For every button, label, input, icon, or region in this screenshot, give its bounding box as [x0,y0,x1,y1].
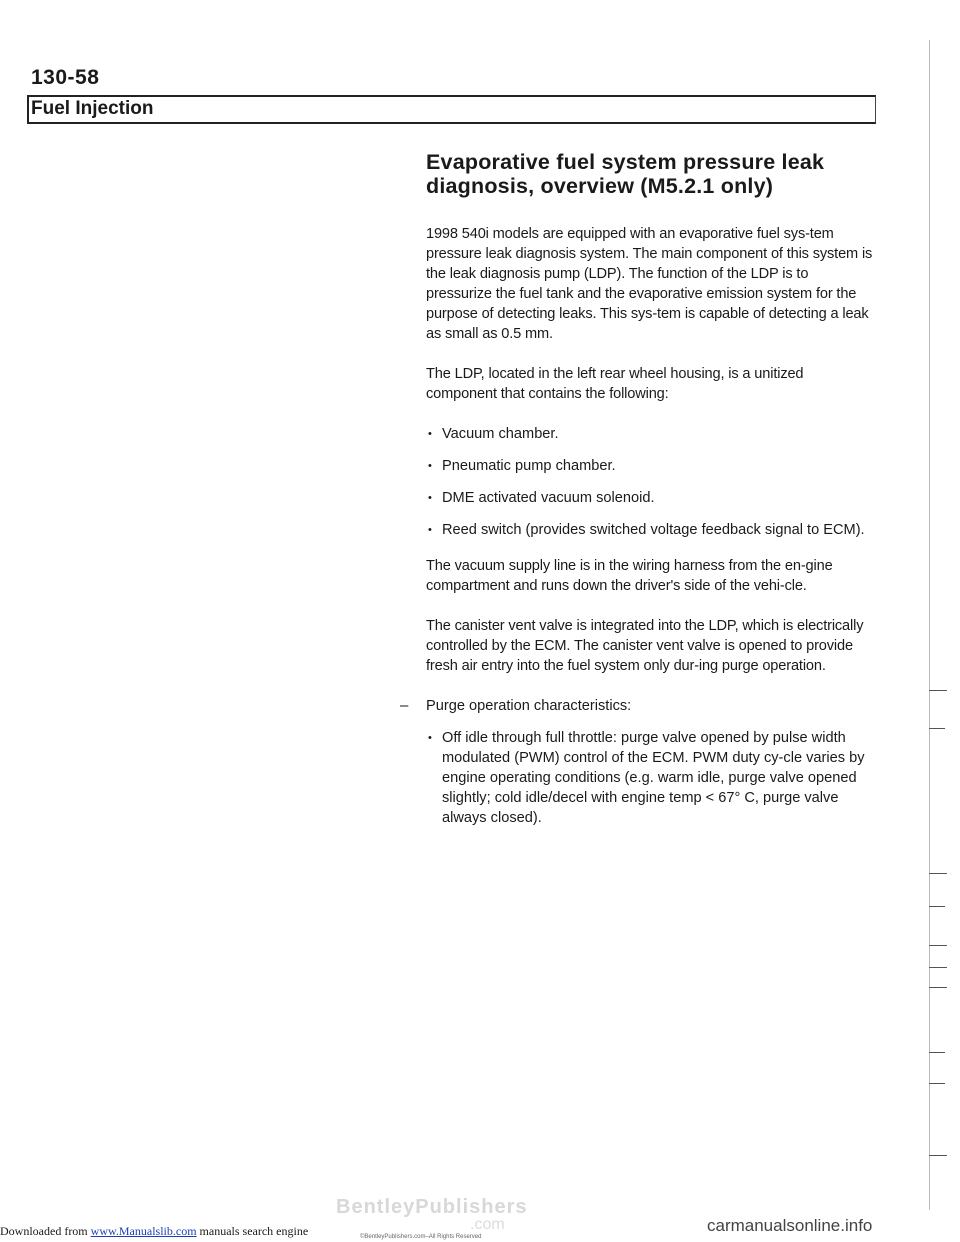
purge-characteristics-list [426,728,876,828]
edge-tick [929,1155,947,1156]
bullet-icon: • [428,492,432,504]
edge-tick [929,987,947,988]
edge-tick [929,1052,945,1053]
dash-marker: – [400,697,409,714]
publisher-watermark-suffix: .com [470,1216,505,1233]
footer-suffix: manuals search engine [199,1224,309,1238]
paragraph-canister-vent: The canister vent valve is integrated into the LDP, which is electrically controlled by the ECM. The canister vent valve is opened to provide fresh air entry into the fuel system only dur-ing purge operation. [426,618,864,674]
edge-tick [929,728,945,729]
manualslib-link[interactable]: www.Manualslib.com [90,1224,197,1238]
article-heading [426,150,876,198]
bullet-icon: • [428,428,432,440]
edge-tick [929,873,947,874]
edge-line [929,40,930,1210]
purge-characteristics [400,696,876,828]
publisher-watermark: BentleyPublishers [336,1196,528,1218]
heading-line-2: diagnosis, overview (M5.2.1 only) [426,174,774,198]
ldp-components-list [426,424,876,540]
section-title: Fuel Injection [31,98,154,119]
list-item [426,424,876,444]
edge-tick [929,690,947,691]
carmanuals-watermark: carmanualsonline.info [707,1216,873,1235]
list-item [426,488,876,508]
download-footer [0,1224,308,1239]
list-item-text: DME activated vacuum solenoid. [442,490,655,506]
list-item [426,456,876,476]
purge-characteristics-label: Purge operation characteristics: [426,698,632,714]
section-header-box [27,95,876,124]
main-content [400,150,876,844]
list-item-text: Off idle through full throttle: purge valve opened by pulse width modulated (PWM) control of the ECM. PWM duty cy-cle varies by engine operating conditions (e.g. warm idle, purge valve opened slightly; cold idle/decel with engine temp < 67° C, purge valve always closed). [442,730,865,826]
bullet-icon: • [428,524,432,536]
heading-line-1: Evaporative fuel system pressure leak [426,150,825,174]
edge-tick [929,906,945,907]
list-item-text: Reed switch (provides switched voltage feedback signal to ECM). [442,522,865,538]
page-number: 130-58 [31,66,100,89]
copyright-notice: ©BentleyPublishers.com–All Rights Reserved [360,1234,482,1240]
list-item [426,728,876,828]
bullet-icon: • [428,460,432,472]
paragraph-intro: 1998 540i models are equipped with an evaporative fuel sys-tem pressure leak diagnosis system. The main component of this system is the leak diagnosis pump (LDP). The function of the LDP is to pressurize the fuel tank and the evaporative emission system for the purpose of detecting leaks. This sys-tem is capable of detecting a leak as small as 0.5 mm. [426,226,873,342]
list-item-text: Vacuum chamber. [442,426,559,442]
list-item-text: Pneumatic pump chamber. [442,458,616,474]
paragraph-ldp-location: The LDP, located in the left rear wheel housing, is a unitized component that contains the following: [426,366,804,402]
paragraph-vacuum-supply: The vacuum supply line is in the wiring harness from the en-gine compartment and runs down the driver's side of the vehi-cle. [426,558,833,594]
footer-prefix: Downloaded from [0,1224,88,1238]
edge-tick [929,967,947,968]
list-item [426,520,876,540]
edge-tick [929,945,947,946]
bullet-icon: • [428,732,432,744]
edge-tick [929,1083,945,1084]
